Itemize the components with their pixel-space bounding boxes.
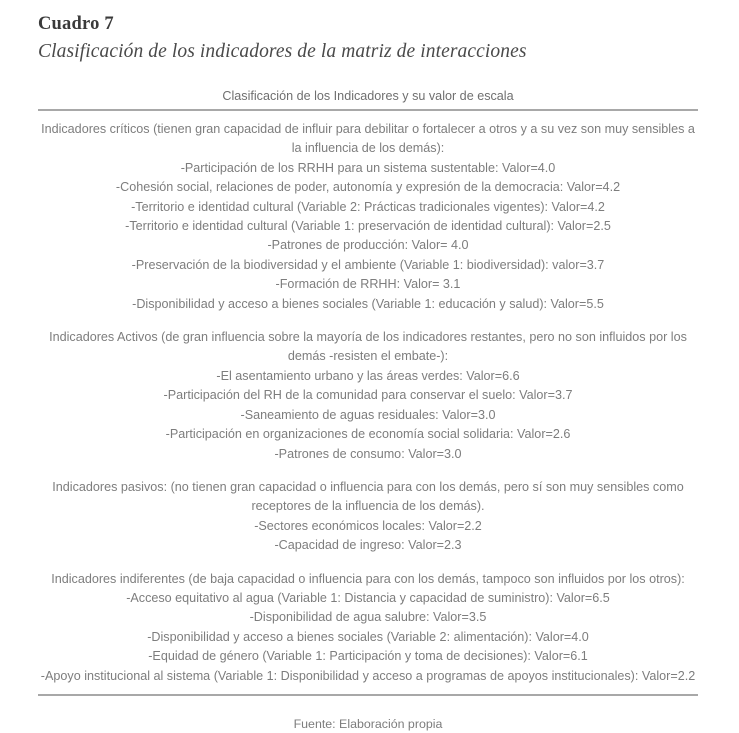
indicator-item: -Cohesión social, relaciones de poder, autonomía y expresión de la democracia: Valor=4.2 [115, 180, 621, 195]
table-title: Clasificación de los indicadores de la matriz de interacciones [38, 41, 527, 62]
indicator-item: -Saneamiento de aguas residuales: Valor=3.0 [240, 407, 496, 422]
table-source: Fuente: Elaboración propia [293, 716, 443, 731]
indicator-table [38, 66, 698, 733]
indicator-item: -Participación del RH de la comunidad para conservar el suelo: Valor=3.7 [163, 388, 573, 403]
indicator-item: -Territorio e identidad cultural (Variable 2: Prácticas tradicionales vigentes): Valor=4.2 [131, 199, 605, 214]
caption [0, 0, 739, 66]
indicator-group-heading: Indicadores críticos (tienen gran capacidad de influir para debilitar o fortalecer a otros y a su vez son muy sensibles a la influencia de los demás): [41, 122, 695, 156]
table-body [38, 111, 698, 694]
indicator-item: -Sectores económicos locales: Valor=2.2 [254, 518, 482, 533]
indicator-group-heading: Indicadores indiferentes (de baja capacidad o influencia para con los demás, tampoco son influidos por los otros): [51, 571, 685, 586]
indicator-item: -Territorio e identidad cultural (Variable 1: preservación de identidad cultural): Valor=2.5 [125, 219, 611, 234]
indicator-item: -Disponibilidad de agua salubre: Valor=3.5 [249, 610, 487, 625]
indicator-item: -Preservación de la biodiversidad y el ambiente (Variable 1: biodiversidad): valor=3.7 [131, 257, 605, 272]
indicator-item: -El asentamiento urbano y las áreas verdes: Valor=6.6 [216, 368, 520, 383]
indicator-group-indicadores-criticos [38, 120, 698, 314]
indicator-group-heading: Indicadores pasivos: (no tienen gran capacidad o influencia para con los demás, pero sí son muy sensibles como receptores de la influencia de los demás). [52, 479, 684, 514]
indicator-item: -Apoyo institucional al sistema (Variable 1: Disponibilidad y acceso a programas de apoyos institucionales): Valor=2.2 [40, 668, 696, 683]
indicator-item: -Formación de RRHH: Valor= 3.1 [275, 277, 461, 292]
indicator-group-indicadores-pasivos [38, 478, 698, 556]
indicator-item: -Patrones de consumo: Valor=3.0 [274, 446, 462, 461]
indicator-group-indicadores-activos [38, 328, 698, 464]
indicator-item: -Disponibilidad y acceso a bienes sociales (Variable 1: educación y salud): Valor=5.5 [132, 296, 604, 311]
indicator-group-indicadores-indiferentes [38, 570, 698, 686]
indicator-item: -Patrones de producción: Valor= 4.0 [267, 238, 469, 253]
indicator-item: -Participación en organizaciones de economía social solidaria: Valor=2.6 [165, 427, 571, 442]
indicator-item: -Disponibilidad y acceso a bienes sociales (Variable 2: alimentación): Valor=4.0 [147, 629, 589, 644]
indicator-item: -Capacidad de ingreso: Valor=2.3 [274, 538, 462, 553]
indicator-item: -Participación de los RRHH para un sistema sustentable: Valor=4.0 [180, 160, 556, 175]
table-column-header: Clasificación de los Indicadores y su valor de escala [222, 89, 514, 103]
table-number: Cuadro 7 [38, 14, 114, 34]
indicator-item: -Equidad de género (Variable 1: Participación y toma de decisiones): Valor=6.1 [148, 649, 588, 664]
indicator-group-heading: Indicadores Activos (de gran influencia sobre la mayoría de los indicadores restantes, pero no son influidos por los demás -resisten el embate-): [49, 330, 687, 364]
indicator-item: -Acceso equitativo al agua (Variable 1: Distancia y capacidad de suministro): Valor=6.5 [126, 590, 610, 605]
